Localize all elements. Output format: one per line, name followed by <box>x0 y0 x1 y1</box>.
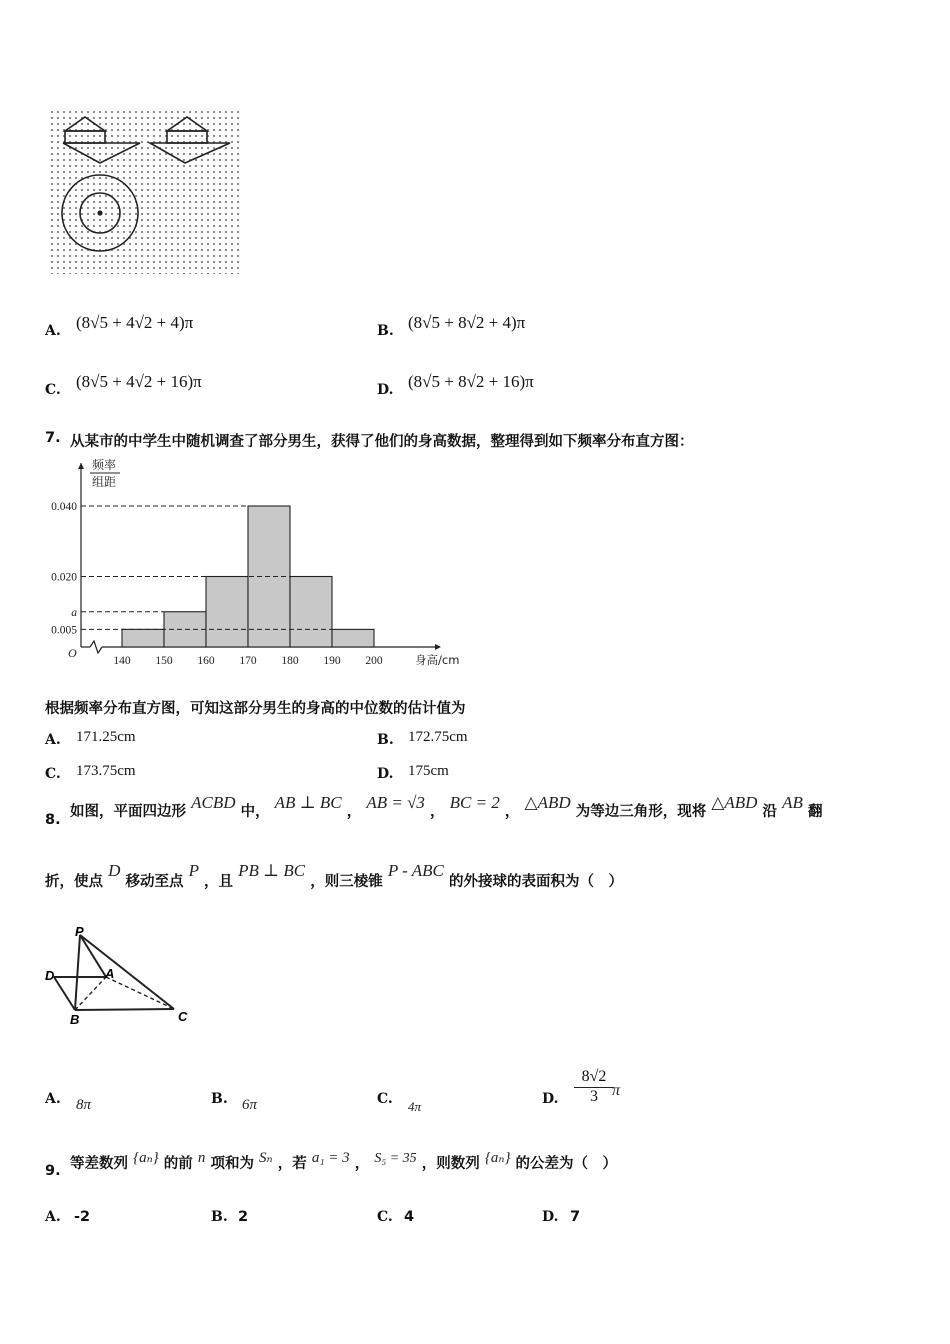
histogram-bar <box>290 577 332 648</box>
q8-l2-1: D <box>108 861 121 880</box>
q9-p8: ， <box>354 1156 370 1172</box>
histogram-bar <box>206 577 248 648</box>
x-tick-label: 150 <box>155 655 173 667</box>
x-tick-label: 180 <box>281 655 299 667</box>
q8-l2-5: PB ⊥ BC <box>238 861 306 880</box>
x-tick-label: 160 <box>197 655 215 667</box>
q9-p12: 的公差为（ ） <box>515 1156 618 1172</box>
q9-option-d-text: 7 <box>570 1209 581 1225</box>
q9-option-c-label[interactable]: C. <box>377 1209 393 1225</box>
q9-p4: 项和为 <box>210 1156 254 1172</box>
q8-l1-13: AB <box>782 793 803 812</box>
q9-option-a-label[interactable]: A. <box>45 1209 61 1225</box>
three-view-figure <box>45 105 245 277</box>
q8-l1-0: 如图，平面四边形 <box>70 804 186 820</box>
fig-label-p: P <box>75 925 84 939</box>
q8-l1-3: AB ⊥ BC <box>274 793 342 812</box>
q8-stem-line1 <box>70 793 823 821</box>
q6-option-d-label[interactable]: D. <box>377 382 394 398</box>
q8-number: 8. <box>45 812 61 828</box>
q9-option-d-label[interactable]: D. <box>542 1209 559 1225</box>
q9-number: 9. <box>45 1163 61 1179</box>
q8-l2-8: 的外接球的表面积为（ ） <box>448 874 623 890</box>
q6-option-c-text: (8√5 + 4√2 + 16)π <box>76 372 202 391</box>
q8-l2-2: 移动至点 <box>125 874 184 890</box>
q9-p1: {aₙ} <box>133 1150 159 1166</box>
q8-option-d-numerator: 8√2 <box>574 1068 614 1088</box>
x-axis-arrow <box>435 644 441 650</box>
q6-option-c-label[interactable]: C. <box>45 382 61 398</box>
q8-l1-9: △ABD <box>524 793 571 812</box>
q8-l2-0: 折，使点 <box>45 874 103 890</box>
q8-option-c-text: 4π <box>408 1099 422 1114</box>
q8-option-a-text: 8π <box>76 1097 92 1113</box>
q9-p5: Sₙ <box>259 1150 273 1166</box>
q6-option-a-text: (8√5 + 4√2 + 4)π <box>76 313 194 332</box>
q8-stem-line2 <box>45 861 623 891</box>
q8-option-d-denominator: 3 <box>590 1088 598 1105</box>
q8-l1-7: BC = 2 <box>449 793 500 812</box>
q8-option-d-label[interactable]: D. <box>542 1091 559 1107</box>
q7-option-d-label[interactable]: D. <box>377 766 394 782</box>
q8-option-a-label[interactable]: A. <box>45 1091 61 1107</box>
q8-option-c-label[interactable]: C. <box>377 1091 393 1107</box>
pyramid-figure <box>42 925 197 1030</box>
q8-l1-12: 沿 <box>762 804 778 820</box>
q9-p9: S₅ = 35 <box>374 1151 417 1166</box>
x-tick-label: 170 <box>239 655 257 667</box>
histogram-bar <box>122 629 164 647</box>
fig-label-d: D <box>45 968 55 983</box>
x-tick-label: 200 <box>365 655 383 667</box>
q7-stem: 从某市的中学生中随机调查了部分男生，获得了他们的身高数据，整理得到如下频率分布直方图： <box>70 434 694 450</box>
x-axis-label: 身高/cm <box>415 653 460 667</box>
q7-number: 7. <box>45 430 61 446</box>
q8-l1-1: ACBD <box>191 793 236 812</box>
y-tick-label: 0.040 <box>51 501 77 513</box>
q7-option-b-label[interactable]: B. <box>377 732 394 748</box>
y-axis-arrow <box>78 463 84 469</box>
q9-p11: {aₙ} <box>484 1150 511 1166</box>
q8-l1-4: ， <box>346 804 362 820</box>
q8-l1-8: ， <box>504 804 520 820</box>
q9-p10: ，则数列 <box>421 1156 480 1172</box>
q9-p0: 等差数列 <box>70 1156 128 1172</box>
height-histogram <box>40 455 480 670</box>
q8-l1-14: 翻 <box>808 804 823 820</box>
q8-option-b-label[interactable]: B. <box>211 1091 228 1107</box>
y-label-top: 频率 <box>92 458 117 472</box>
q8-l2-3: P <box>188 861 199 880</box>
q7-question: 根据频率分布直方图，可知这部分男生的身高的中位数的估计值为 <box>45 701 466 717</box>
q8-l2-7: P - ABC <box>387 861 444 880</box>
q9-p7: a₁ = 3 <box>311 1150 350 1166</box>
y-tick-label: 0.005 <box>51 624 77 637</box>
q8-option-b-text: 6π <box>242 1097 258 1113</box>
q9-option-a-text: -2 <box>74 1209 91 1225</box>
q9-p3: n <box>197 1150 206 1166</box>
q9-p2: 的前 <box>163 1156 193 1172</box>
y-label-bottom: 组距 <box>92 475 117 489</box>
origin-label: O <box>68 646 77 660</box>
q8-l1-5: AB = √3 <box>366 793 425 812</box>
x-tick-label: 140 <box>113 655 131 667</box>
q9-option-c-text: 4 <box>404 1209 415 1225</box>
q8-l2-6: ，则三棱锥 <box>310 874 383 890</box>
histogram-bar <box>332 629 374 647</box>
q8-l1-10: 为等边三角形，现将 <box>575 804 707 820</box>
q7-option-c-label[interactable]: C. <box>45 766 61 782</box>
fig-label-c: C <box>178 1009 188 1024</box>
q9-p6: ，若 <box>277 1156 307 1172</box>
axis-break <box>90 641 102 653</box>
q7-option-d-text: 175cm <box>408 763 449 779</box>
q7-option-a-text: 171.25cm <box>76 729 136 745</box>
q8-option-d-tail: π <box>612 1082 621 1099</box>
q8-l1-6: ， <box>430 804 445 820</box>
y-tick-label: a <box>71 606 77 619</box>
q8-l1-11: △ABD <box>711 793 758 812</box>
q9-option-b-text: 2 <box>238 1209 249 1225</box>
fig-label-a: A <box>105 966 115 981</box>
fig-label-b: B <box>70 1012 80 1027</box>
q8-l2-4: ，且 <box>204 874 234 890</box>
x-tick-label: 190 <box>323 655 341 667</box>
q8-l1-2: 中， <box>240 804 270 820</box>
q7-option-b-text: 172.75cm <box>408 729 468 745</box>
q6-option-b-label[interactable]: B. <box>377 323 394 339</box>
y-tick-label: 0.020 <box>51 571 77 584</box>
q9-option-b-label[interactable]: B. <box>211 1209 228 1225</box>
q6-option-a-label[interactable]: A. <box>45 323 61 339</box>
q6-option-b-text: (8√5 + 8√2 + 4)π <box>408 313 526 332</box>
q7-option-a-label[interactable]: A. <box>45 732 61 748</box>
q9-stem <box>70 1152 617 1173</box>
q7-option-c-text: 173.75cm <box>76 763 136 779</box>
q8-option-d-fraction <box>574 1068 614 1106</box>
q6-option-d-text: (8√5 + 8√2 + 16)π <box>408 372 534 391</box>
